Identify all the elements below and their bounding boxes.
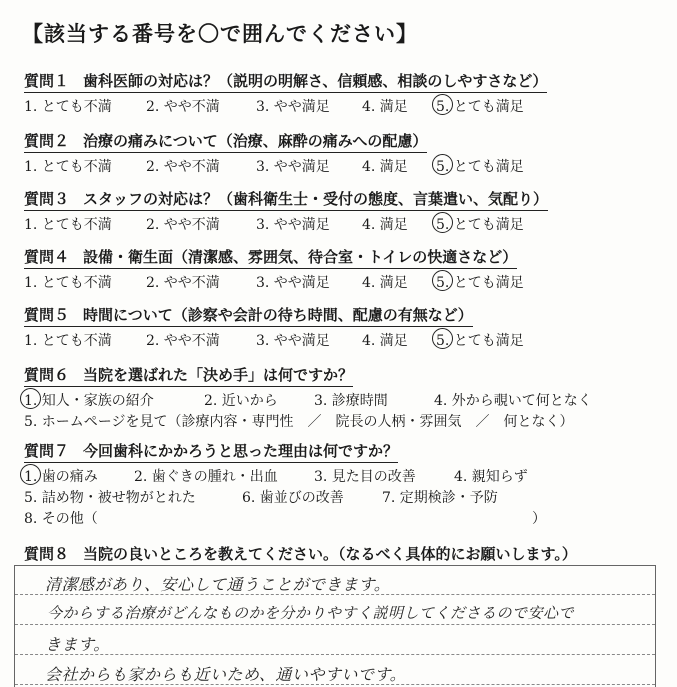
option-3[interactable]: 3. やや満足 [256,333,330,349]
ruled-line [15,654,655,655]
option-2[interactable]: 2. やや不満 [146,333,220,349]
option-1[interactable]: 1. とても不満 [24,99,112,115]
option-5-selected[interactable]: 5. とても満足 [436,156,524,176]
option-5-selected[interactable]: 5. とても満足 [436,214,524,234]
option-5[interactable]: 5. 詰め物・被せ物がとれた [24,490,196,506]
option-5[interactable]: 5. ホームページを見て（診療内容・専門性 ／ 院長の人柄・雰囲気 ／ 何となく） [24,414,574,430]
options-row [24,466,528,487]
question-1 [24,70,547,116]
option-4[interactable]: 4. 満足 [362,275,408,291]
question-2 [24,130,524,176]
question-text: 今回歯科にかかろうと思った理由は何ですか？ [83,442,399,460]
page-title: 【該当する番号を〇で囲んでください】 [22,21,418,46]
question-text: 歯科医師の対応は？（説明の明解さ、信頼感、相談のしやすさなど） [83,72,548,90]
option-4[interactable]: 4. 満足 [362,159,408,175]
options-row [24,411,574,432]
option-1-selected[interactable]: 1. 知人・家族の紹介 [24,390,154,410]
question-6 [24,364,592,432]
option-8[interactable]: 8. その他（ [24,511,98,527]
option-2[interactable]: 2. やや不満 [146,159,220,175]
question-label: 質問３ [24,190,70,208]
options-row [24,214,548,234]
question-label: 質問１ [24,72,70,90]
option-8-close: ） [532,511,546,527]
free-answer-box[interactable] [14,565,656,687]
option-5-selected[interactable]: 5. とても満足 [436,272,524,292]
option-5-selected[interactable]: 5. とても満足 [436,330,524,350]
option-4[interactable]: 4. 満足 [362,333,408,349]
handwritten-line: 今からする治療がどんなものかを分かりやすく説明してくださるので安心で [47,604,575,622]
option-2[interactable]: 2. やや不満 [146,217,220,233]
option-4[interactable]: 4. 満足 [362,99,408,115]
option-3[interactable]: 3. やや満足 [256,217,330,233]
ruled-line [15,624,655,625]
option-2[interactable]: 2. 近いから [204,393,278,409]
option-3[interactable]: 3. やや満足 [256,275,330,291]
option-3[interactable]: 3. やや満足 [256,159,330,175]
question-text: 当院の良いところを教えてください。（なるべく具体的にお願いします。） [83,545,577,563]
option-4[interactable]: 4. 外から覗いて何となく [434,393,592,409]
option-2[interactable]: 2. 歯ぐきの腫れ・出血 [134,469,278,485]
option-3[interactable]: 3. 診療時間 [314,393,388,409]
option-1[interactable]: 1. とても不満 [24,333,112,349]
handwritten-line: きます。 [45,635,110,654]
options-row [24,272,524,292]
option-1[interactable]: 1. とても不満 [24,275,112,291]
option-3[interactable]: 3. 見た目の改善 [314,469,416,485]
question-text: スタッフの対応は？（歯科衛生士・受付の態度、言葉遣い、気配り） [83,190,549,208]
question-label: 質問７ [24,442,70,460]
option-2[interactable]: 2. やや不満 [146,99,220,115]
question-label: 質問５ [24,306,70,324]
question-text: 設備・衛生面（清潔感、雰囲気、待合室・トイレの快適さなど） [83,248,518,266]
question-text: 治療の痛みについて（治療、麻酔の痛みへの配慮） [83,132,428,150]
option-4[interactable]: 4. 満足 [362,217,408,233]
options-row [24,156,524,176]
handwritten-line: 会社からも家からも近いため、通いやすいです。 [45,665,407,684]
option-6[interactable]: 6. 歯並びの改善 [242,490,344,506]
question-label: 質問２ [24,132,70,150]
question-7 [24,440,546,529]
option-5-selected[interactable]: 5. とても満足 [436,96,524,116]
question-8 [24,543,577,565]
options-row [24,390,592,411]
option-4[interactable]: 4. 親知らず [454,469,528,485]
options-row [24,330,524,350]
question-label: 質問６ [24,366,70,384]
question-3 [24,188,548,234]
options-row [24,487,498,508]
options-row [24,508,546,529]
option-1[interactable]: 1. とても不満 [24,159,112,175]
question-text: 当院を選ばれた「決め手」は何ですか？ [83,366,354,384]
option-1[interactable]: 1. とても不満 [24,217,112,233]
question-4 [24,246,524,292]
question-text: 時間について（診察や会計の待ち時間、配慮の有無など） [83,306,473,324]
options-row [24,96,547,116]
option-3[interactable]: 3. やや満足 [256,99,330,115]
handwritten-line: 清潔感があり、安心して通うことができます。 [45,575,391,594]
option-1-selected[interactable]: 1. 歯の痛み [24,466,98,486]
option-2[interactable]: 2. やや不満 [146,275,220,291]
question-label: 質問４ [24,248,70,266]
option-7[interactable]: 7. 定期検診・予防 [382,490,498,506]
question-label: 質問８ [24,545,70,563]
question-5 [24,304,524,350]
